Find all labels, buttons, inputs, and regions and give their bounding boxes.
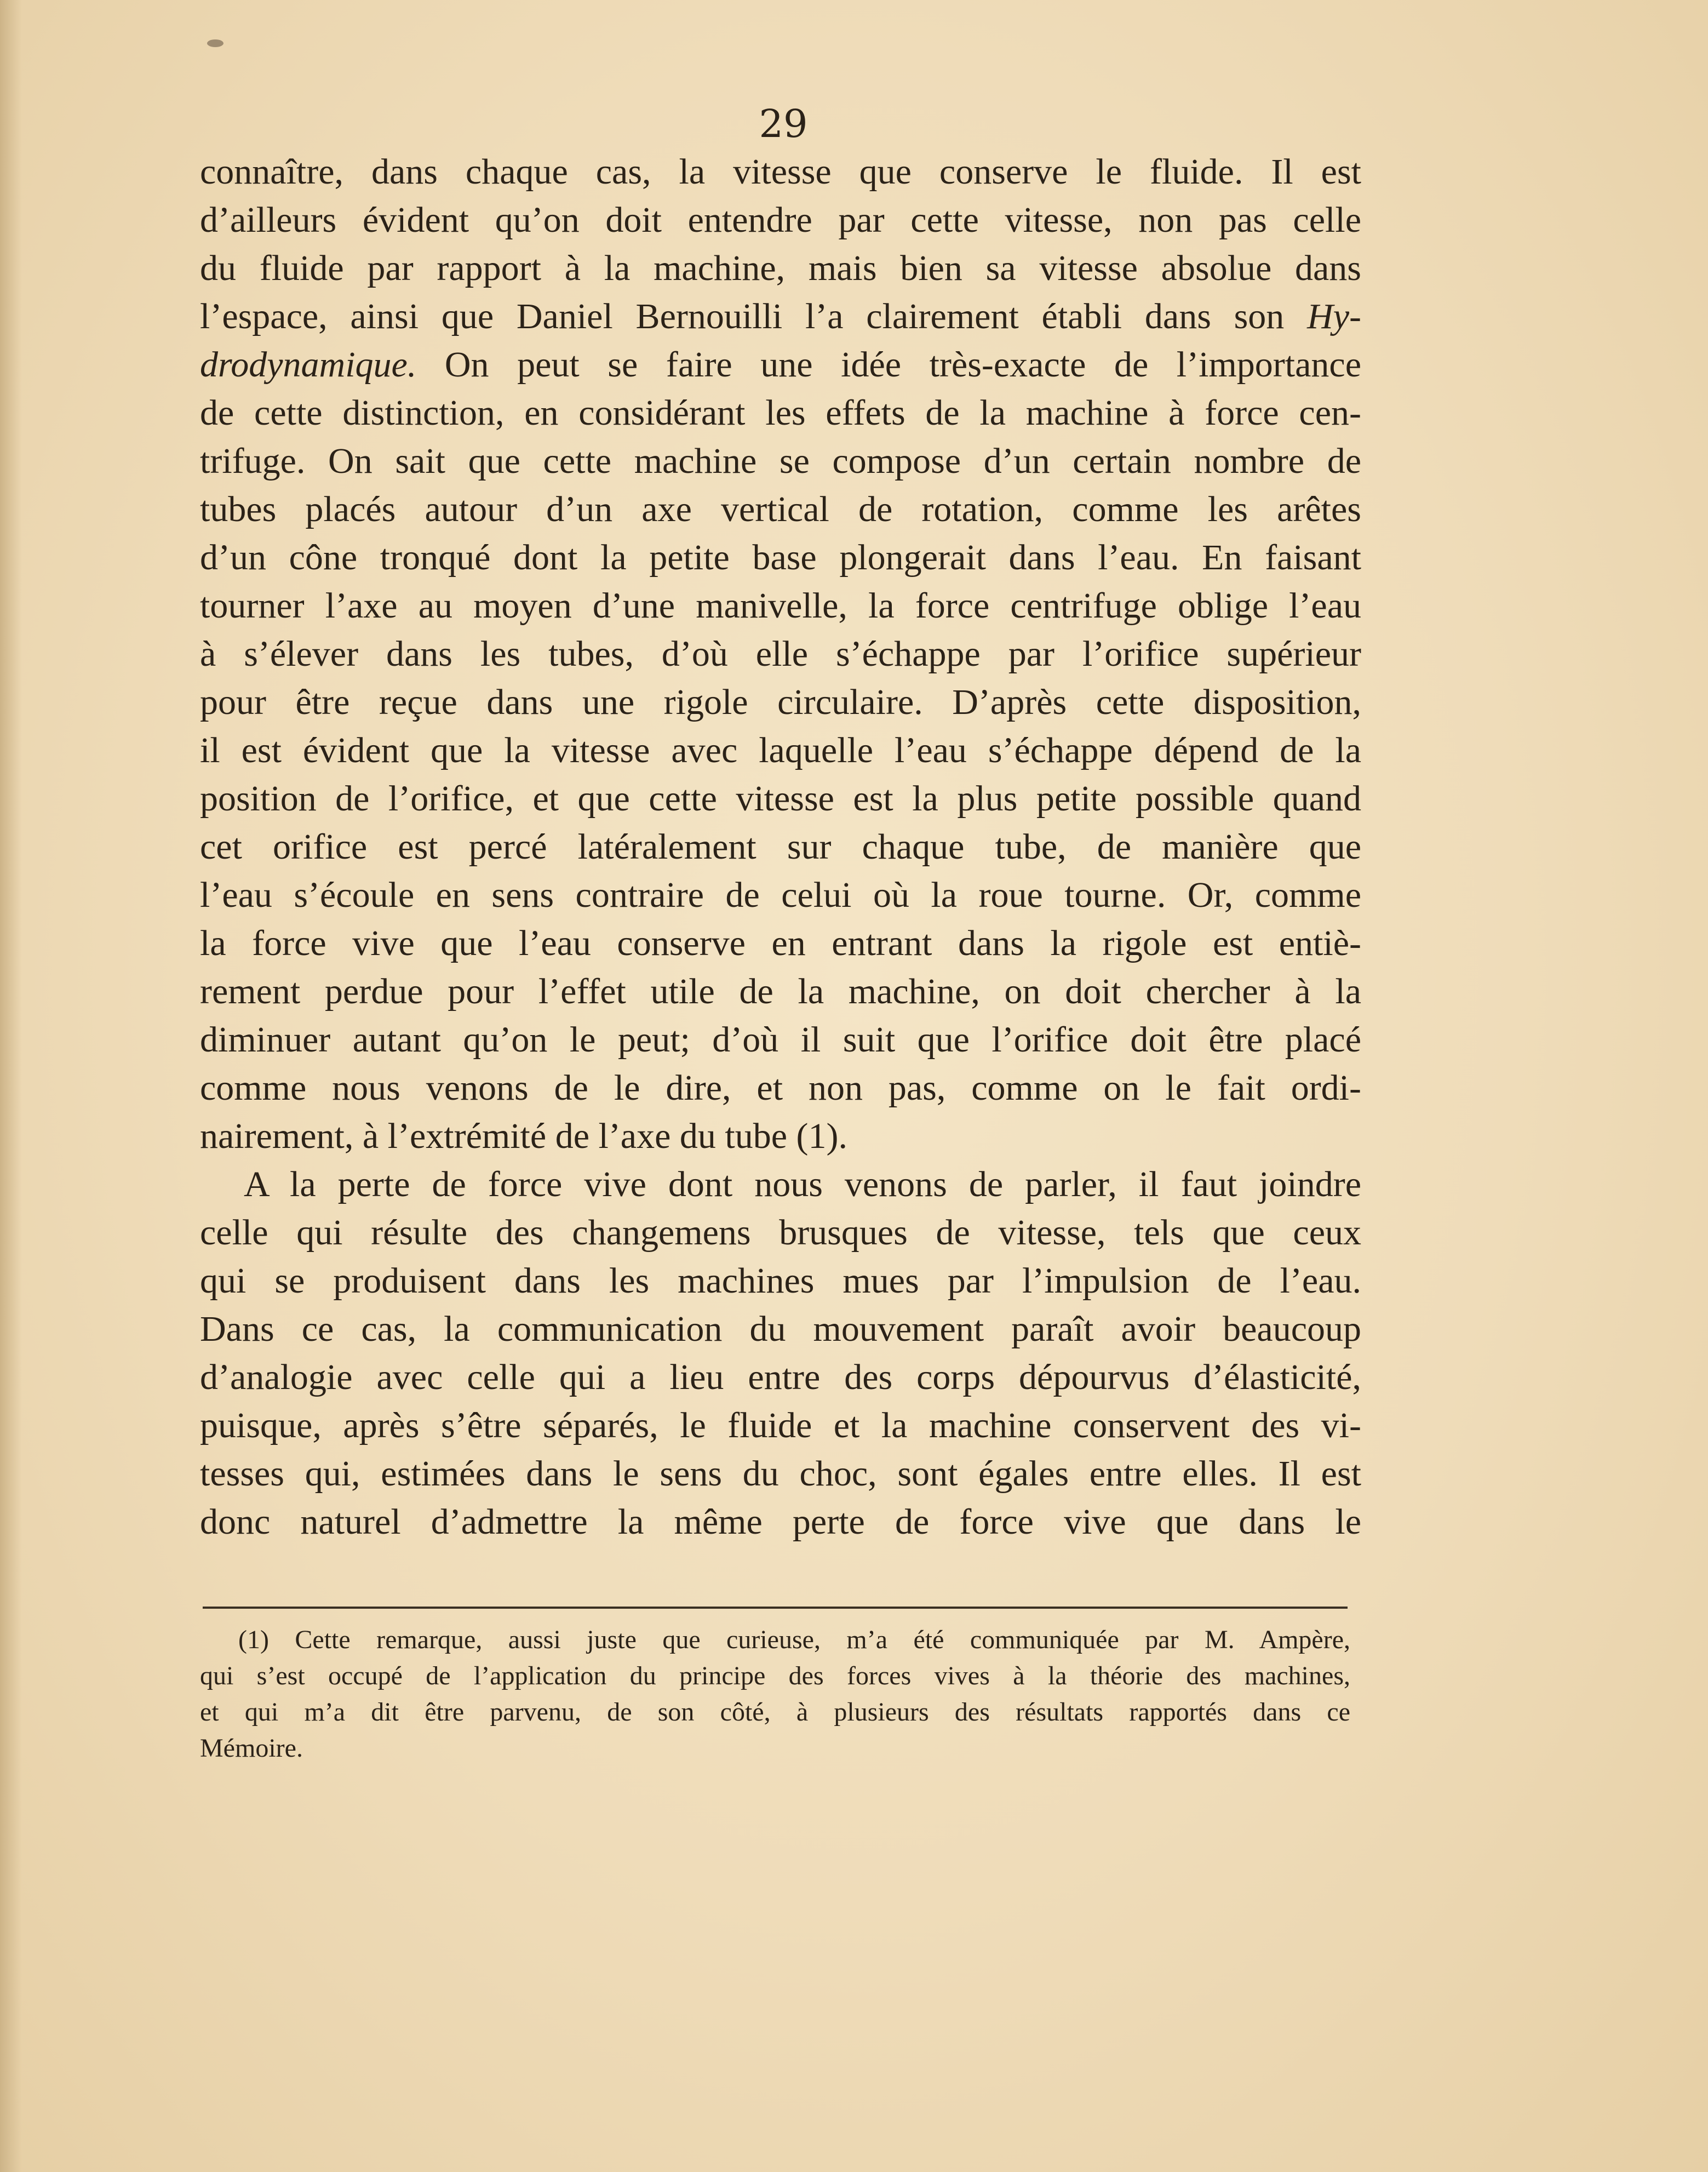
text-line-11: à s’élever dans les tubes, d’où elle s’échappe par l’orifice supérieur <box>200 634 1361 674</box>
text-line-4-roman: l’espace, ainsi que Daniel Bernouilli l’a clairement établi dans son <box>200 296 1308 336</box>
text-line-4 <box>200 293 1361 341</box>
text-line-29: donc naturel d’admettre la même perte de force vive que dans le <box>200 1502 1361 1542</box>
text-line-22: A la perte de force vive dont nous venons de parler, il faut joindre <box>244 1164 1361 1204</box>
main-text <box>200 148 1361 1546</box>
text-line-27: puisque, après s’être séparés, le fluide et la machine conservent des vi- <box>200 1405 1361 1445</box>
footnote-line-1: (1) Cette remarque, aussi juste que curieuse, m’a été communiquée par M. Ampère, <box>238 1625 1350 1654</box>
text-line-17: la force vive que l’eau conserve en entrant dans la rigole est entiè- <box>200 923 1361 963</box>
page-number: 29 <box>759 101 808 146</box>
text-line-10: tourner l’axe au moyen d’une manivelle, la force centrifuge oblige l’eau <box>200 586 1361 626</box>
footnote-line-3: et qui m’a dit être parvenu, de son côté, à plusieurs des résultats rapportés dans ce <box>200 1697 1350 1727</box>
text-line-21: nairement, à l’extrémité de l’axe du tube (1). <box>200 1116 847 1156</box>
text-line-26: d’analogie avec celle qui a lieu entre des corps dépourvus d’élasticité, <box>200 1357 1361 1397</box>
text-line-5-italic: drodynamique. <box>200 345 417 385</box>
text-line-28: tesses qui, estimées dans le sens du choc, sont égales entre elles. Il est <box>200 1454 1361 1494</box>
text-line-13: il est évident que la vitesse avec laquelle l’eau s’échappe dépend de la <box>200 730 1361 770</box>
text-line-15: cet orifice est percé latéralement sur chaque tube, de manière que <box>200 827 1361 867</box>
footnote-line-2: qui s’est occupé de l’application du principe des forces vives à la théorie des machines, <box>200 1661 1350 1690</box>
text-line-19: diminuer autant qu’on le peut; d’où il suit que l’orifice doit être placé <box>200 1020 1361 1060</box>
text-line-16: l’eau s’écoule en sens contraire de celui où la roue tourne. Or, comme <box>200 875 1361 915</box>
text-line-5 <box>200 341 1361 389</box>
text-line-2: d’ailleurs évident qu’on doit entendre par cette vitesse, non pas celle <box>200 200 1361 240</box>
text-line-6: de cette distinction, en considérant les effets de la machine à force cen- <box>200 393 1361 433</box>
text-line-9: d’un cône tronqué dont la petite base plongerait dans l’eau. En faisant <box>200 538 1361 578</box>
text-line-1: connaître, dans chaque cas, la vitesse que conserve le fluide. Il est <box>200 152 1361 192</box>
text-line-20: comme nous venons de le dire, et non pas, comme on le fait ordi- <box>200 1068 1361 1108</box>
text-line-25: Dans ce cas, la communication du mouvement paraît avoir beaucoup <box>200 1309 1361 1349</box>
footnote <box>200 1622 1350 1767</box>
footnote-line-4: Mémoire. <box>200 1734 303 1763</box>
text-line-7: trifuge. On sait que cette machine se compose d’un certain nombre de <box>200 441 1361 481</box>
footnote-divider <box>203 1607 1348 1609</box>
ink-smudge <box>207 39 223 47</box>
text-line-14: position de l’orifice, et que cette vitesse est la plus petite possible quand <box>200 779 1361 819</box>
text-line-24: qui se produisent dans les machines mues par l’impulsion de l’eau. <box>200 1261 1361 1301</box>
text-line-3: du fluide par rapport à la machine, mais bien sa vitesse absolue dans <box>200 248 1361 288</box>
text-line-18: rement perdue pour l’effet utile de la machine, on doit chercher à la <box>200 971 1361 1011</box>
text-line-4-italic: Hy- <box>1307 296 1361 336</box>
text-line-5-roman: On peut se faire une idée très-exacte de l’importance <box>416 345 1361 385</box>
text-line-23: celle qui résulte des changemens brusques de vitesse, tels que ceux <box>200 1213 1361 1253</box>
page-edge-shadow <box>0 0 22 2172</box>
text-line-8: tubes placés autour d’un axe vertical de rotation, comme les arêtes <box>200 489 1361 529</box>
text-line-12: pour être reçue dans une rigole circulaire. D’après cette disposition, <box>200 682 1361 722</box>
